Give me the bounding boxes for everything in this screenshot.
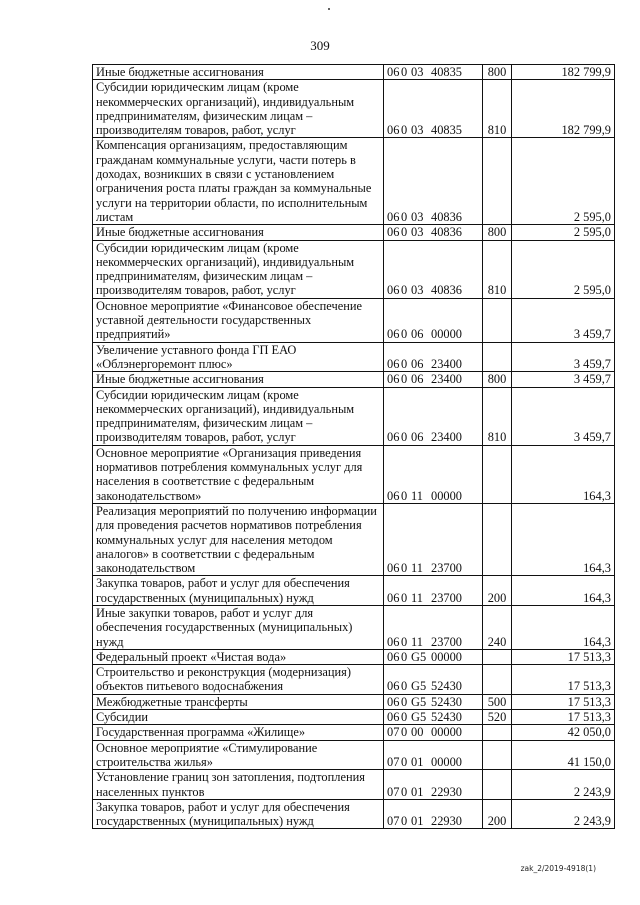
row-name: Строительство и реконструкция (модернизация) объектов питьевого водоснабжения [93,665,384,695]
row-name: Основное мероприятие «Финансовое обеспечение уставной деятельности государственных предприятий» [93,298,384,342]
code-part: 23700 [431,590,462,605]
code-part: 11 [411,590,423,605]
row-name: Межбюджетные трансферты [93,694,384,709]
code-part: 06 [387,430,400,445]
code-part: 00000 [431,327,462,342]
code-part: 06 [387,710,400,725]
code-part: 40836 [431,209,462,224]
code-part: 22930 [431,784,462,799]
row-target-code [384,799,483,829]
row-target-code [384,710,483,725]
row-amount: 2 243,9 [512,799,615,829]
row-name: Компенсация организациям, предоставляющим гражданам коммунальные услуги, части потерь в доходах, возникших в связи с установлением ограничения роста платы граждан за коммунальные услуги на территории области, по исполнительным листам [93,138,384,225]
row-amount: 164,3 [512,576,615,606]
table-row [93,576,615,606]
code-part: 06 [387,356,400,371]
row-amount: 182 799,9 [512,80,615,138]
code-part: 06 [411,327,424,342]
row-expense-type: 800 [483,372,512,387]
table-row [93,649,615,664]
row-target-code [384,240,483,298]
table-row [93,225,615,240]
row-amount: 17 513,3 [512,649,615,664]
row-expense-type: 240 [483,605,512,649]
code-part: 11 [411,488,423,503]
row-target-code [384,387,483,445]
code-part: 0 [401,123,408,138]
row-expense-type [483,725,512,740]
row-amount: 164,3 [512,605,615,649]
row-expense-type: 520 [483,710,512,725]
code-part: 52430 [431,694,462,709]
code-part: 0 [401,694,408,709]
row-expense-type [483,342,512,372]
table-row [93,710,615,725]
code-part: 0 [401,649,408,664]
code-part: 01 [411,814,424,829]
code-part: 40836 [431,225,462,240]
code-part: 22930 [431,814,462,829]
code-part: 03 [411,283,424,298]
row-amount: 3 459,7 [512,372,615,387]
table-row [93,503,615,575]
code-part: 00 [411,725,424,740]
row-amount: 2 595,0 [512,138,615,225]
row-name: Иные бюджетные ассигнования [93,65,384,80]
code-part: 06 [387,65,400,79]
code-part: 0 [401,634,408,649]
table-row [93,665,615,695]
row-target-code [384,605,483,649]
code-part: 0 [401,225,408,240]
code-part: 03 [411,65,424,79]
row-target-code [384,298,483,342]
row-name: Иные бюджетные ассигнования [93,225,384,240]
code-part: 40836 [431,283,462,298]
row-expense-type: 810 [483,240,512,298]
code-part: 23700 [431,634,462,649]
row-expense-type: 200 [483,576,512,606]
code-part: 11 [411,561,423,576]
row-target-code [384,225,483,240]
row-expense-type: 200 [483,799,512,829]
row-amount: 2 595,0 [512,240,615,298]
page-number: 309 [310,38,330,53]
row-amount: 3 459,7 [512,298,615,342]
code-part: 06 [387,694,400,709]
row-expense-type [483,503,512,575]
row-amount: 17 513,3 [512,694,615,709]
code-part: 0 [401,488,408,503]
row-expense-type [483,649,512,664]
code-part: 0 [401,65,408,79]
row-expense-type: 810 [483,80,512,138]
code-part: 07 [387,725,400,740]
row-expense-type [483,298,512,342]
row-target-code [384,65,483,80]
row-target-code [384,80,483,138]
row-target-code [384,725,483,740]
code-part: 07 [387,784,400,799]
row-expense-type [483,665,512,695]
table-row [93,445,615,503]
row-name: Установление границ зон затопления, подтопления населенных пунктов [93,770,384,800]
table-row [93,770,615,800]
code-part: 06 [387,561,400,576]
table-row [93,372,615,387]
code-part: 23400 [431,372,462,387]
code-part: 06 [387,590,400,605]
code-part: 0 [401,814,408,829]
code-part: 0 [401,590,408,605]
row-name: Увеличение уставного фонда ГП ЕАО «Облэнергоремонт плюс» [93,342,384,372]
row-amount: 2 595,0 [512,225,615,240]
row-amount: 3 459,7 [512,342,615,372]
row-expense-type: 500 [483,694,512,709]
row-expense-type: 810 [483,387,512,445]
row-target-code [384,576,483,606]
row-name: Субсидии юридическим лицам (кроме некоммерческих организаций), индивидуальным предпринимателям, физическим лицам – производителям товаров, работ, услуг [93,387,384,445]
code-part: 00000 [431,488,462,503]
row-target-code [384,138,483,225]
table-row [93,342,615,372]
code-part: 06 [387,634,400,649]
code-part: 01 [411,784,424,799]
table-row [93,240,615,298]
table-row [93,799,615,829]
row-name: Реализация мероприятий по получению информации для проведения расчетов нормативов потребления коммунальных услуг для населения методом аналогов» в соответствии с федеральным законодательством [93,503,384,575]
document-code: zak_2/2019-4918(1) [520,864,596,873]
row-expense-type [483,740,512,770]
code-part: 40835 [431,65,462,79]
code-part: 03 [411,209,424,224]
row-amount: 164,3 [512,445,615,503]
row-amount: 42 050,0 [512,725,615,740]
row-name: Иные закупки товаров, работ и услуг для обеспечения государственных (муниципальных) нужд [93,605,384,649]
row-amount: 164,3 [512,503,615,575]
code-part: 0 [401,356,408,371]
table-row [93,138,615,225]
row-target-code [384,445,483,503]
table-row [93,725,615,740]
table-row [93,387,615,445]
code-part: 0 [401,372,408,387]
row-target-code [384,665,483,695]
code-part: 52430 [431,710,462,725]
row-target-code [384,740,483,770]
code-part: 03 [411,123,424,138]
code-part: G5 [411,694,427,709]
code-part: 52430 [431,679,462,694]
code-part: 00000 [431,725,462,740]
row-target-code [384,372,483,387]
code-part: 0 [401,784,408,799]
row-expense-type [483,445,512,503]
row-name: Субсидии юридическим лицам (кроме некоммерческих организаций), индивидуальным предпринимателям, физическим лицам – производителям товаров, работ, услуг [93,80,384,138]
row-name: Федеральный проект «Чистая вода» [93,649,384,664]
row-amount: 17 513,3 [512,665,615,695]
row-name: Государственная программа «Жилище» [93,725,384,740]
code-part: 06 [387,225,400,240]
row-expense-type: 800 [483,225,512,240]
row-name: Основное мероприятие «Организация приведения нормативов потребления коммунальных услуг для населения в соответствие с федеральным законодательством» [93,445,384,503]
row-target-code [384,694,483,709]
code-part: 06 [411,372,424,387]
code-part: 01 [411,754,424,769]
table-row [93,298,615,342]
code-part: 06 [387,372,400,387]
table-row [93,65,615,80]
code-part: 06 [387,649,400,664]
row-name: Закупка товаров, работ и услуг для обеспечения государственных (муниципальных) нужд [93,576,384,606]
table-row [93,605,615,649]
row-name: Закупка товаров, работ и услуг для обеспечения государственных (муниципальных) нужд [93,799,384,829]
code-part: G5 [411,649,427,664]
code-part: 06 [387,283,400,298]
code-part: 06 [387,209,400,224]
code-part: 0 [401,679,408,694]
row-expense-type: 800 [483,65,512,80]
code-part: 0 [401,725,408,740]
code-part: 07 [387,754,400,769]
code-part: 0 [401,754,408,769]
row-expense-type [483,138,512,225]
code-part: 40835 [431,123,462,138]
table-row [93,740,615,770]
code-part: 07 [387,814,400,829]
code-part: 06 [387,488,400,503]
code-part: 06 [411,356,424,371]
row-name: Основное мероприятие «Стимулирование строительства жилья» [93,740,384,770]
code-part: G5 [411,710,427,725]
table-row [93,694,615,709]
code-part: 0 [401,561,408,576]
code-part: 0 [401,283,408,298]
code-part: 06 [387,123,400,138]
code-part: 0 [401,430,408,445]
code-part: 06 [387,679,400,694]
code-part: 0 [401,209,408,224]
scan-speck [328,8,330,10]
code-part: 00000 [431,754,462,769]
row-amount: 17 513,3 [512,710,615,725]
code-part: 11 [411,634,423,649]
code-part: 03 [411,225,424,240]
code-part: 23700 [431,561,462,576]
row-target-code [384,649,483,664]
row-amount: 41 150,0 [512,740,615,770]
row-amount: 3 459,7 [512,387,615,445]
table-row [93,80,615,138]
row-amount: 182 799,9 [512,65,615,80]
row-name: Субсидии юридическим лицам (кроме некоммерческих организаций), индивидуальным предпринимателям, физическим лицам – производителям товаров, работ, услуг [93,240,384,298]
code-part: 06 [411,430,424,445]
row-target-code [384,342,483,372]
code-part: 0 [401,710,408,725]
row-name: Иные бюджетные ассигнования [93,372,384,387]
code-part: G5 [411,679,427,694]
budget-table [92,64,615,829]
code-part: 06 [387,327,400,342]
row-target-code [384,770,483,800]
code-part: 00000 [431,649,462,664]
code-part: 0 [401,327,408,342]
row-target-code [384,503,483,575]
code-part: 23400 [431,356,462,371]
row-amount: 2 243,9 [512,770,615,800]
code-part: 23400 [431,430,462,445]
row-name: Субсидии [93,710,384,725]
row-expense-type [483,770,512,800]
